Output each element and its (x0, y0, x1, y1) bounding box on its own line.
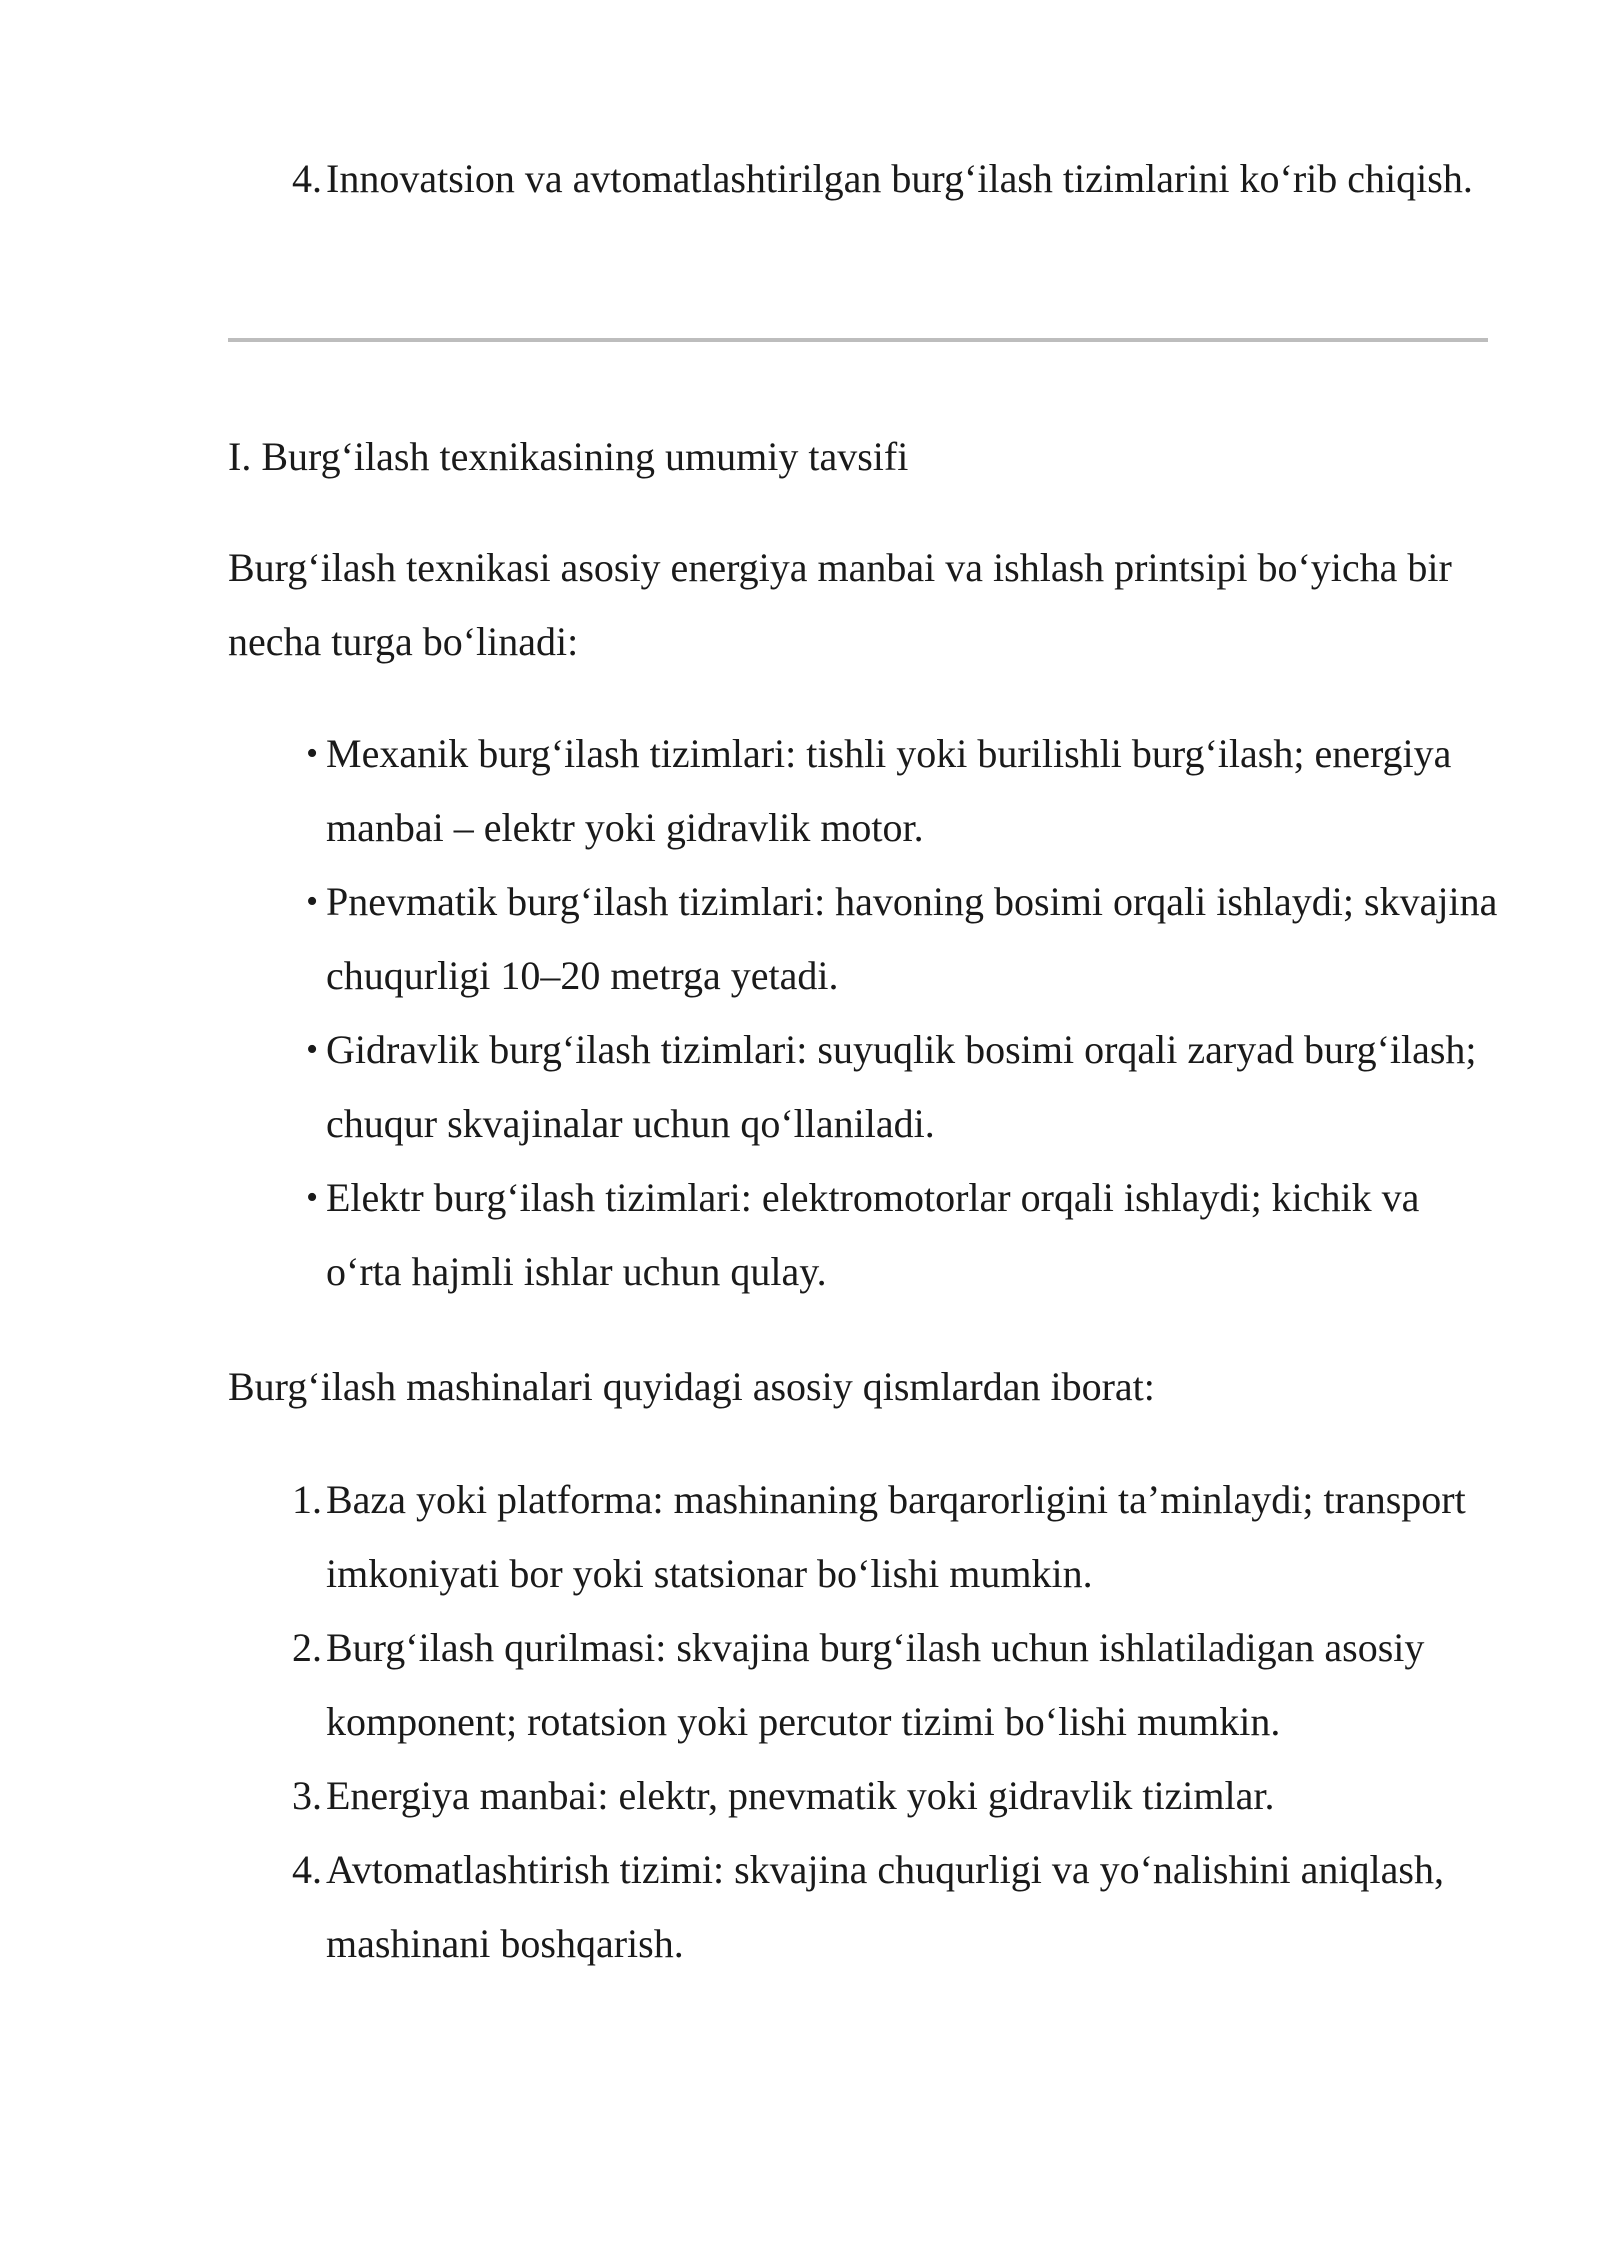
list-item-text: Pnevmatik burg‘ilash tizimlari: havoning bosimi orqali ishlaydi; skvajina chuqurligi 10–20 metrga yetadi. (326, 879, 1498, 998)
list-item (228, 865, 1498, 1013)
bullet-marker: • (306, 1179, 318, 1216)
list-item (228, 1013, 1498, 1161)
objectives-list (228, 142, 1498, 216)
list-item-text: Burg‘ilash qurilmasi: skvajina burg‘ilash uchun ishlatiladigan asosiy komponent; rotatsion yoki percutor tizimi bo‘lishi mumkin. (326, 1625, 1425, 1744)
list-item-text: Avtomatlashtirish tizimi: skvajina chuqurligi va yo‘nalishini aniqlash, mashinani boshqarish. (326, 1847, 1444, 1966)
parts-intro-paragraph: Burg‘ilash mashinalari quyidagi asosiy qismlardan iborat: (228, 1364, 1155, 1409)
list-item-text: Energiya manbai: elektr, pnevmatik yoki gidravlik tizimlar. (326, 1773, 1275, 1818)
list-number: 1. (292, 1477, 322, 1522)
list-number: 2. (292, 1625, 322, 1670)
list-item (228, 1463, 1498, 1611)
list-item (228, 1759, 1498, 1833)
drilling-types-list (228, 717, 1498, 1309)
section-heading: I. Burg‘ilash texnikasining umumiy tavsifi (228, 434, 909, 479)
bullet-marker: • (306, 735, 318, 772)
list-item (228, 1611, 1498, 1759)
list-number: 4. (292, 156, 322, 201)
list-item (228, 1161, 1498, 1309)
list-item-text: Innovatsion va avtomatlashtirilgan burg‘ilash tizimlarini ko‘rib chiqish. (326, 156, 1473, 201)
list-item (228, 142, 1498, 216)
list-number: 4. (292, 1847, 322, 1892)
intro-paragraph: Burg‘ilash texnikasi asosiy energiya manbai va ishlash printsipi bo‘yicha bir necha turga bo‘linadi: (228, 545, 1452, 664)
list-item-text: Baza yoki platforma: mashinaning barqarorligini ta’minlaydi; transport imkoniyati bor yoki statsionar bo‘lishi mumkin. (326, 1477, 1466, 1596)
horizontal-divider (228, 338, 1488, 342)
list-item-text: Mexanik burg‘ilash tizimlari: tishli yoki burilishli burg‘ilash; energiya manbai – elektr yoki gidravlik motor. (326, 731, 1452, 850)
list-item-text: Gidravlik burg‘ilash tizimlari: suyuqlik bosimi orqali zaryad burg‘ilash; chuqur skvajinalar uchun qo‘llaniladi. (326, 1027, 1477, 1146)
bullet-marker: • (306, 1031, 318, 1068)
list-number: 3. (292, 1773, 322, 1818)
list-item (228, 1833, 1498, 1981)
bullet-marker: • (306, 883, 318, 920)
list-item (228, 717, 1498, 865)
machine-parts-list (228, 1463, 1498, 1981)
list-item-text: Elektr burg‘ilash tizimlari: elektromotorlar orqali ishlaydi; kichik va o‘rta hajmli ishlar uchun qulay. (326, 1175, 1420, 1294)
